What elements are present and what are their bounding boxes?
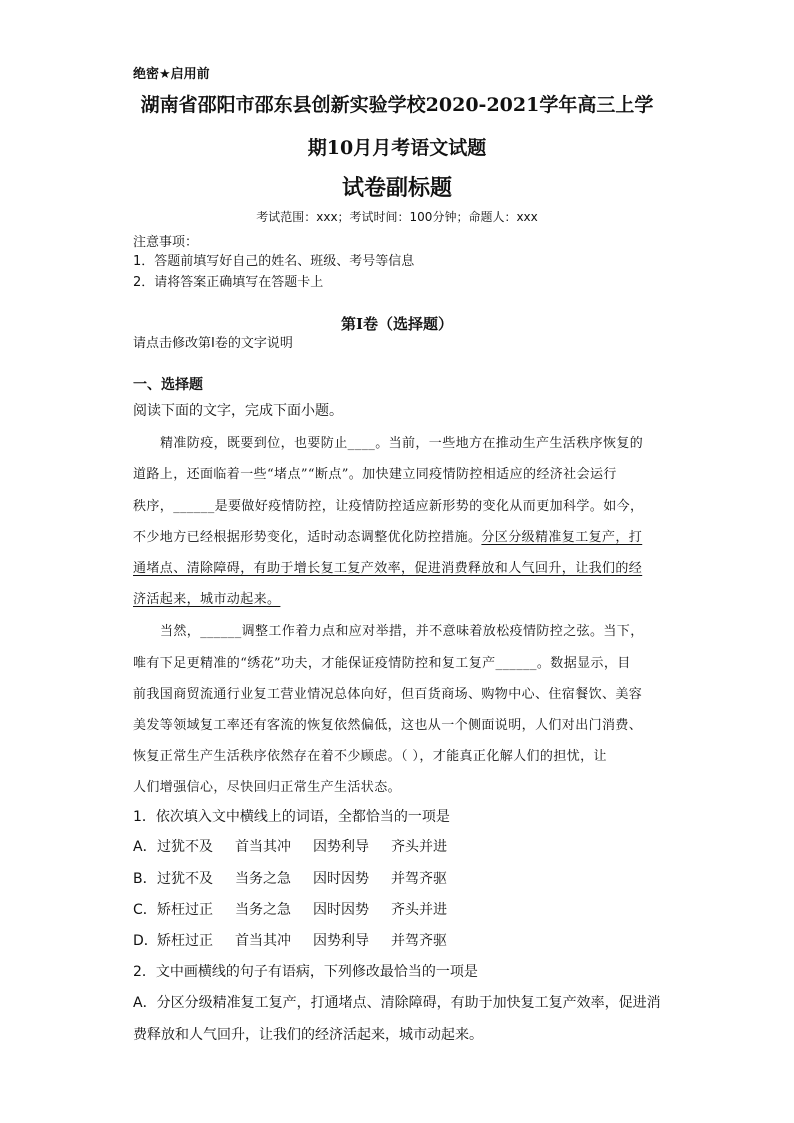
- question-1-stem: 1．依次填入文中横线上的词语，全都恰当的一项是: [133, 809, 450, 825]
- option-word: 齐头并进: [391, 839, 447, 855]
- passage-line: 恢复正常生产生活秩序依然存在着不少顾虑。（ ），才能真正化解人们的担忧，让: [133, 749, 607, 764]
- exam-title-line2: 期10月月考语文试题: [307, 137, 487, 159]
- question-1-option-c[interactable]: [133, 899, 447, 919]
- option-word: 因时因势: [313, 871, 369, 887]
- option-word: 并驾齐驱: [391, 933, 447, 949]
- section-title: 第I卷（选择题）: [340, 315, 454, 333]
- option-word: 矫枉过正: [157, 902, 213, 918]
- option-word: 齐头并进: [391, 902, 447, 918]
- passage-line: 秩序，______是要做好疫情防控，让疫情防控适应新形势的变化从而更加科学。如今，: [133, 499, 644, 514]
- option-word: 因时因势: [313, 902, 369, 918]
- option-word: 首当其冲: [235, 933, 291, 949]
- notes-item-1: 1．答题前填写好自己的姓名、班级、考号等信息: [133, 254, 415, 269]
- exam-subtitle: 试卷副标题: [341, 175, 452, 201]
- question-1-option-d[interactable]: [133, 930, 447, 950]
- option-label: A．: [133, 839, 157, 855]
- notes-heading: 注意事项：: [133, 235, 199, 250]
- notes-item-2: 2．请将答案正确填写在答题卡上: [133, 275, 324, 290]
- passage-line: 唯有下足更精准的“绣花”功夫，才能保证疫情防控和复工复产______。数据显示，目: [133, 656, 631, 671]
- passage-line: 道路上，还面临着一些“堵点”“断点”。加快建立同疫情防控相适应的经济社会运行: [133, 467, 617, 482]
- option-word: 因势利导: [313, 839, 369, 855]
- question-1-option-b[interactable]: [133, 868, 447, 888]
- underlined-sentence: 济活起来，城市动起来。: [133, 592, 281, 607]
- passage-line: [133, 526, 642, 545]
- reading-instruction: 阅读下面的文字，完成下面小题。: [133, 403, 343, 419]
- option-word: 首当其冲: [235, 839, 291, 855]
- exam-info: 考试范围：xxx；考试时间：100分钟；命题人：xxx: [256, 210, 538, 224]
- option-label: C．: [133, 902, 157, 918]
- exam-title-line1: 湖南省邵阳市邵东县创新实验学校2020-2021学年高三上学: [140, 94, 654, 116]
- passage-line: 前我国商贸流通行业复工营业情况总体向好，但百货商场、购物中心、住宿餐饮、美容: [133, 687, 643, 702]
- question-2-stem: 2．文中画横线的句子有语病，下列修改最恰当的一项是: [133, 964, 478, 980]
- underlined-sentence: 分区分级精准复工复产，打: [481, 530, 643, 545]
- option-word: 过犹不及: [157, 839, 213, 855]
- underlined-sentence: 通堵点、清除障碍，有助于增长复工复产效率，促进消费释放和人气回升，让我们的经: [133, 561, 643, 576]
- option-word: 矫枉过正: [157, 933, 213, 949]
- option-word: 当务之急: [235, 871, 291, 887]
- passage-line: 美发等领域复工率还有客流的恢复依然偏低，这也从一个侧面说明，人们对出门消费、: [133, 718, 643, 733]
- confidential-mark: 绝密★启用前: [133, 67, 210, 82]
- passage-line: 人们增强信心，尽快回归正常生产生活状态。: [133, 780, 402, 795]
- option-word: 当务之急: [235, 902, 291, 918]
- question-2-option-a[interactable]: A．分区分级精准复工复产，打通堵点、清除障碍，有助于加快复工复产效率，促进消: [133, 995, 661, 1011]
- part-heading: 一、选择题: [133, 377, 203, 393]
- question-2-option-a-continued[interactable]: 费释放和人气回升，让我们的经济活起来，城市动起来。: [133, 1027, 483, 1043]
- section-description: 请点击修改第I卷的文字说明: [133, 336, 293, 351]
- passage-line: 精准防疫，既要到位，也要防止____。当前，一些地方在推动生产生活秩序恢复的: [160, 436, 644, 451]
- option-word: 过犹不及: [157, 871, 213, 887]
- passage-text: 不少地方已经根据形势变化，适时动态调整优化防控措施。: [133, 530, 482, 545]
- question-1-option-a[interactable]: [133, 836, 447, 856]
- option-label: D．: [133, 933, 158, 949]
- option-label: B．: [133, 871, 157, 887]
- option-word: 因势利导: [313, 933, 369, 949]
- option-word: 并驾齐驱: [391, 871, 447, 887]
- passage-line: 当然，______调整工作着力点和应对举措，并不意味着放松疫情防控之弦。当下，: [160, 624, 644, 639]
